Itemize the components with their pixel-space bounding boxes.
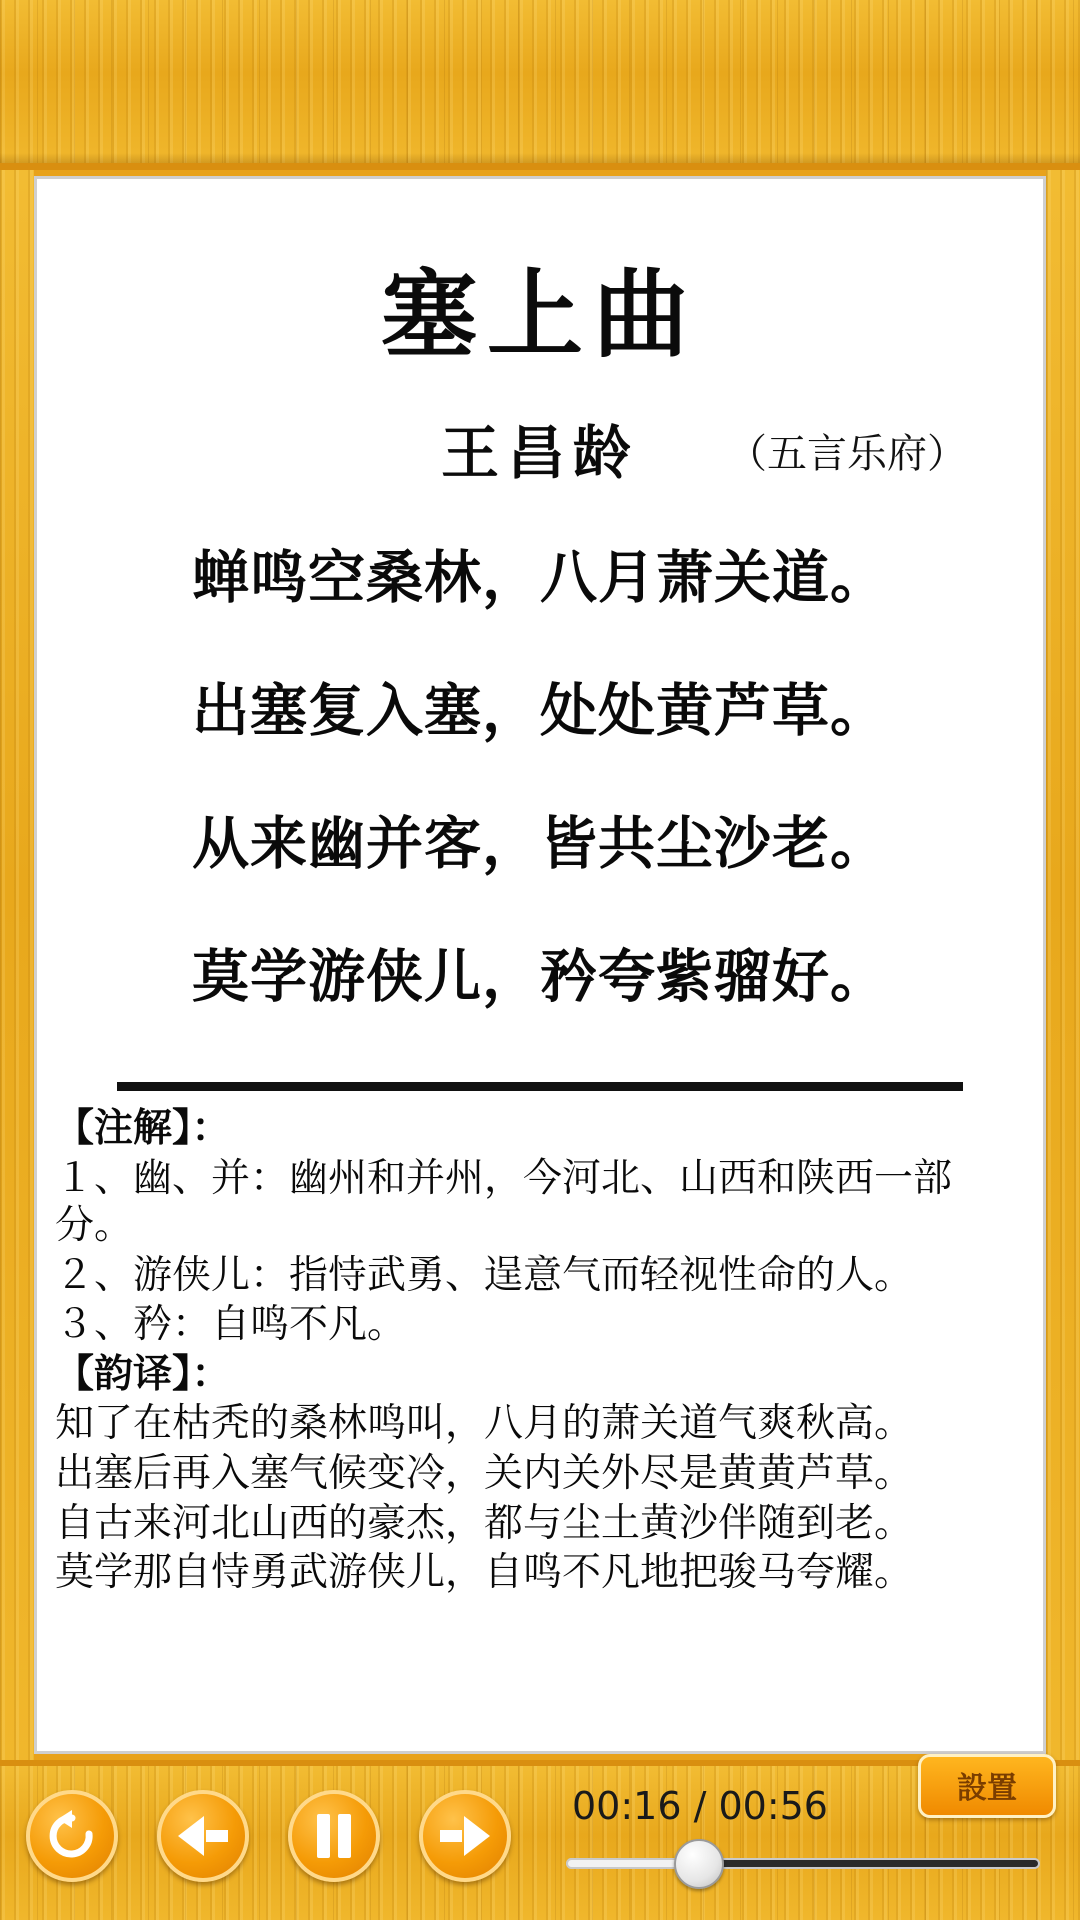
next-button[interactable] xyxy=(419,1790,511,1882)
translation-line: 莫学那自恃勇武游侠儿，自鸣不凡地把骏马夸耀。 xyxy=(55,1550,914,1596)
replay-button[interactable] xyxy=(26,1790,118,1882)
previous-button[interactable] xyxy=(157,1790,249,1882)
top-wood-bar xyxy=(0,0,1080,170)
right-wood-frame xyxy=(1046,170,1080,1760)
annotation-heading: 【注解】： xyxy=(55,1106,231,1151)
poem-line: 蝉鸣空桑林，八月萧关道。 xyxy=(192,545,888,611)
replay-icon xyxy=(44,1808,100,1864)
arrow-left-icon xyxy=(176,1813,230,1859)
translation-line: 出塞后再入塞气候变冷，关内关外尽是黄黄芦草。 xyxy=(55,1451,914,1497)
annotation-item: ３、矜：自鸣不凡。 xyxy=(55,1302,407,1348)
seek-bar[interactable] xyxy=(566,1848,1040,1878)
byline xyxy=(37,406,1043,486)
poem-line: 莫学游侠儿，矜夸紫骝好。 xyxy=(192,944,888,1010)
poem-author: 王昌龄 xyxy=(440,419,639,487)
arrow-right-icon xyxy=(438,1813,492,1859)
poem-sheet[interactable] xyxy=(34,176,1046,1754)
left-wood-frame xyxy=(0,170,34,1760)
poem-body xyxy=(37,545,1043,1010)
time-display: 00:16 / 00:56 xyxy=(572,1784,828,1828)
page-title: 塞上曲 xyxy=(381,259,699,371)
play-pause-button[interactable] xyxy=(288,1790,380,1882)
annotation-item: １、幽、并：幽州和并州，今河北、山西和陕西一部分。 xyxy=(55,1155,953,1249)
seek-thumb[interactable] xyxy=(674,1839,724,1889)
notes-section xyxy=(55,1105,1025,1597)
annotation-item: ２、游侠儿：指恃武勇、逞意气而轻视性命的人。 xyxy=(55,1252,914,1298)
poem-line: 从来幽并客，皆共尘沙老。 xyxy=(192,811,888,877)
section-divider xyxy=(117,1082,963,1091)
pause-icon xyxy=(313,1812,355,1860)
poem-line: 出塞复入塞，处处黄芦草。 xyxy=(192,678,888,744)
translation-heading: 【韵译】： xyxy=(55,1351,231,1397)
translation-line: 知了在枯秃的桑林鸣叫，八月的萧关道气爽秋高。 xyxy=(55,1401,914,1447)
settings-button[interactable]: 設置 xyxy=(918,1754,1056,1818)
poem-genre: （五言乐府） xyxy=(727,431,967,477)
translation-line: 自古来河北山西的豪杰，都与尘土黄沙伴随到老。 xyxy=(55,1500,914,1546)
